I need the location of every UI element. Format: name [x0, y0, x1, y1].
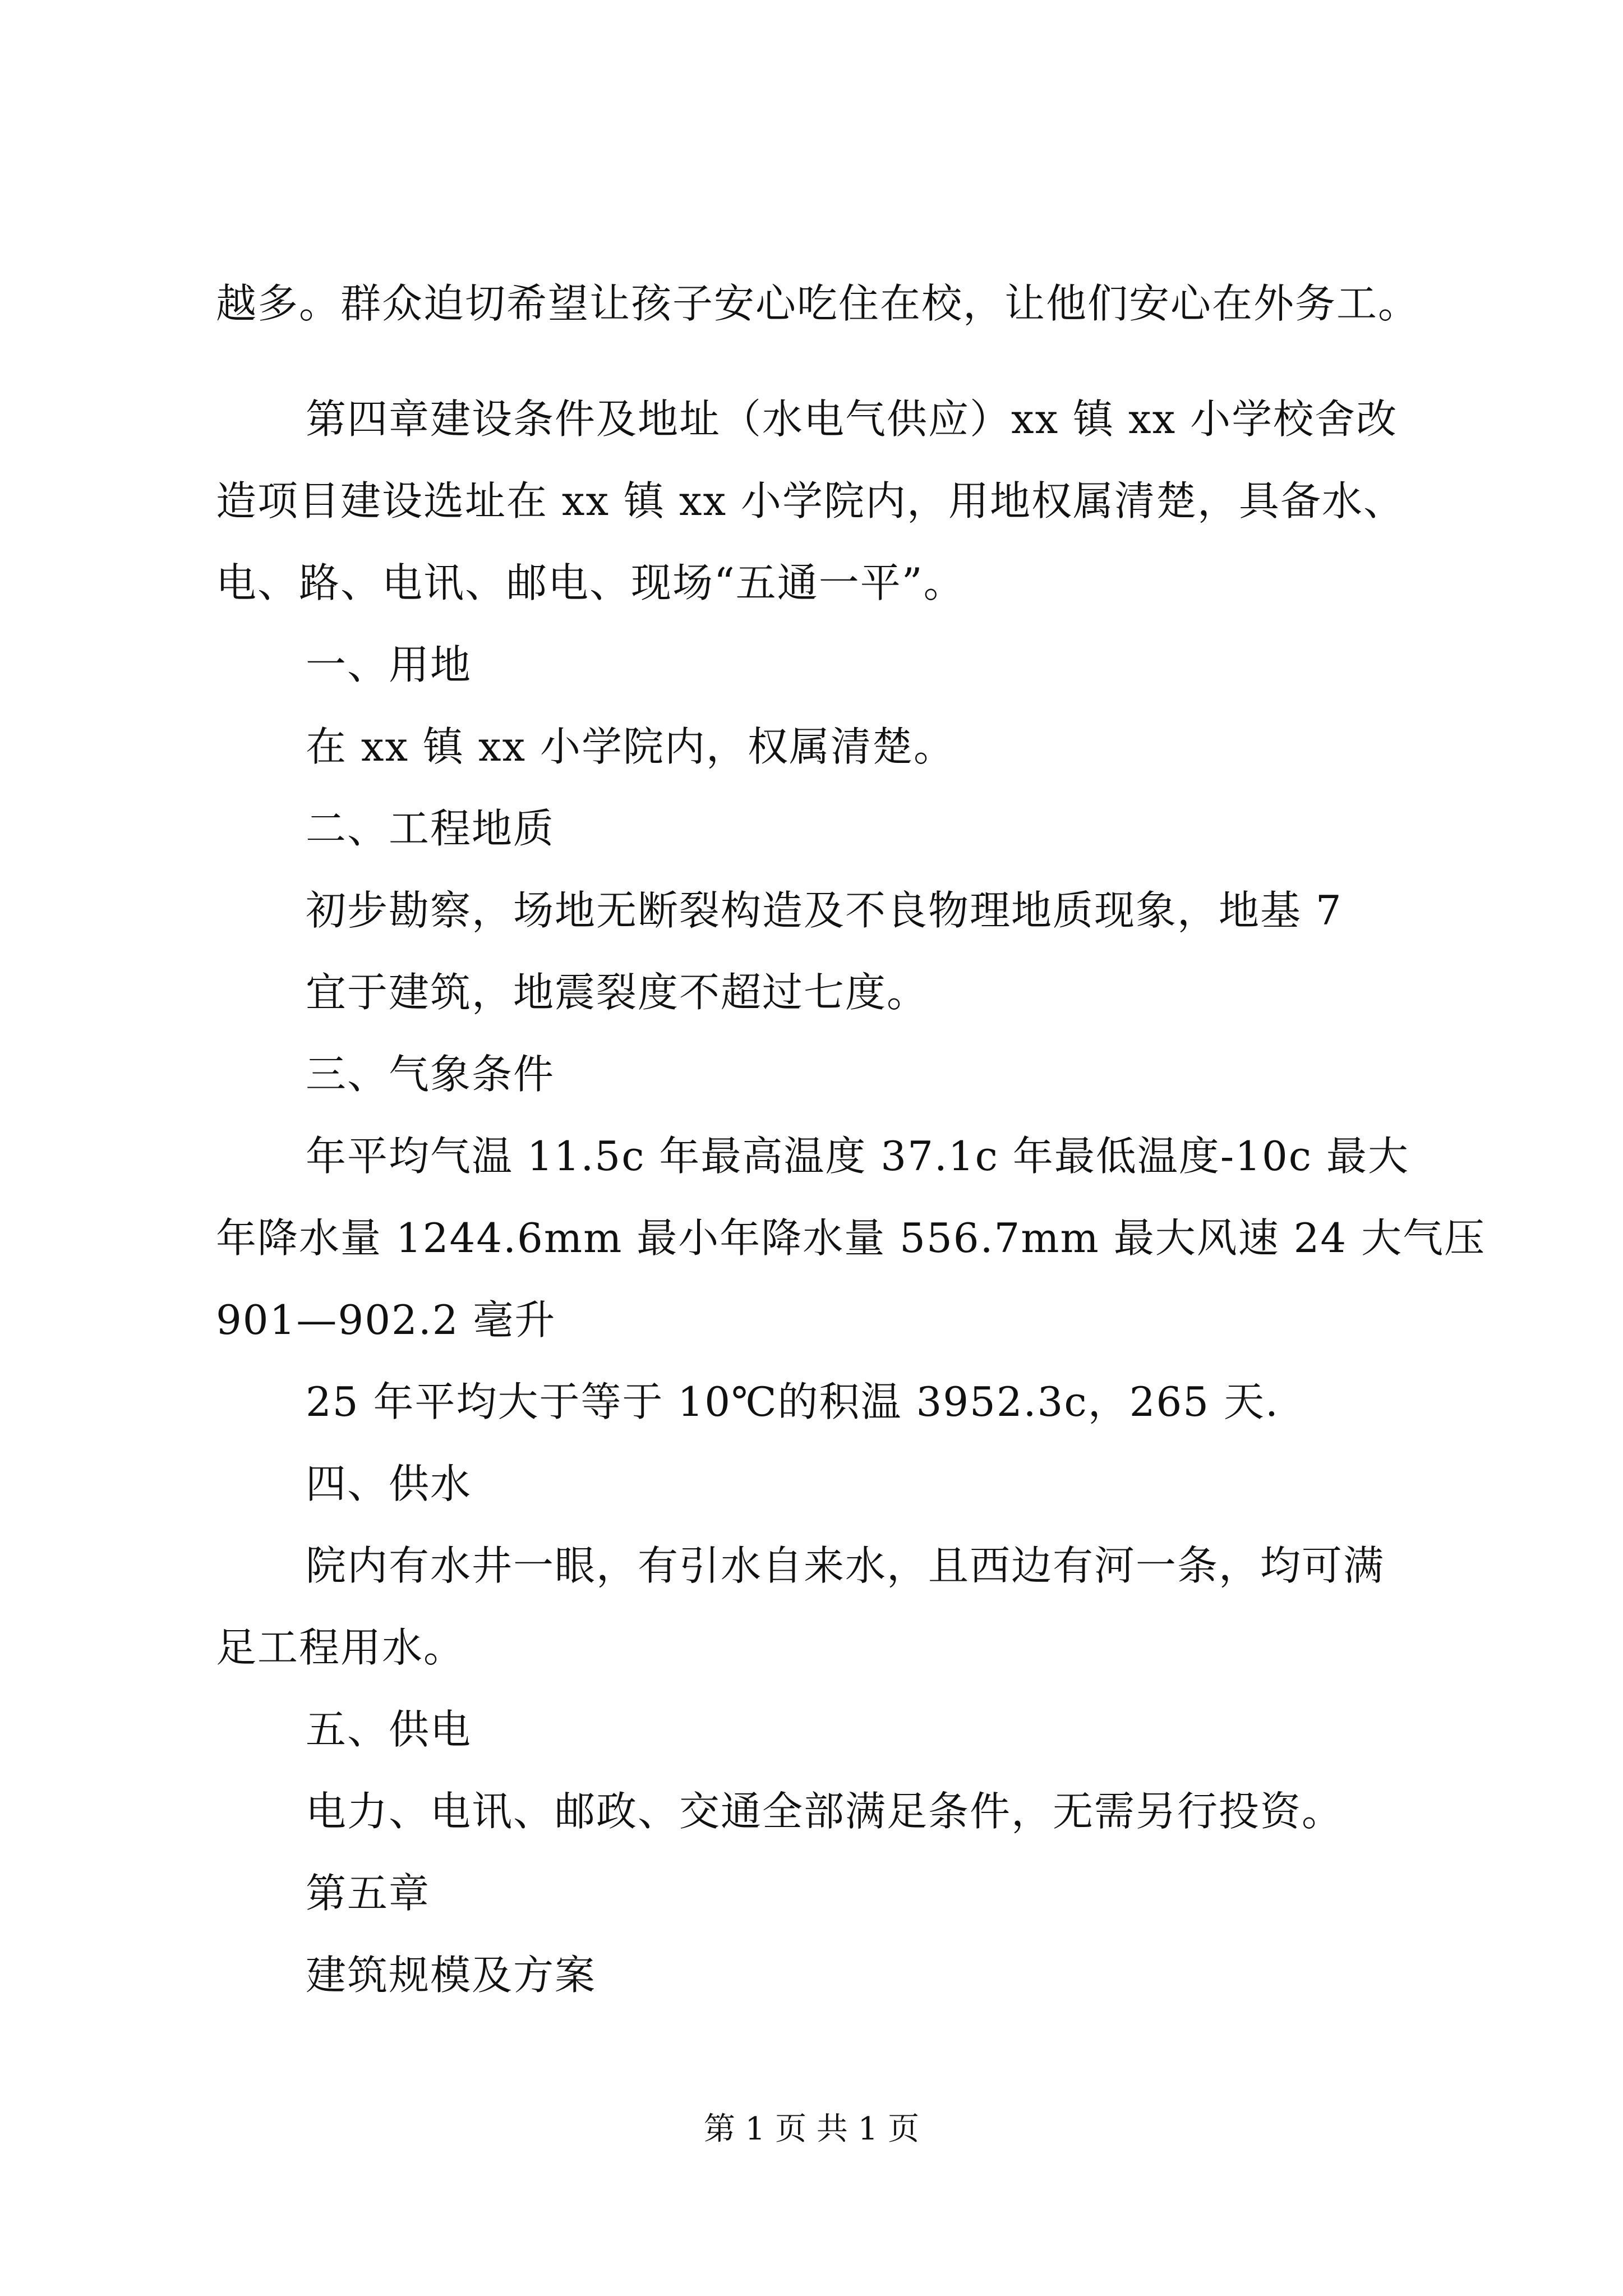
section-heading-climate: 三、气象条件	[306, 1051, 555, 1098]
body-text-line: 院内有水井一眼，有引水自来水，且西边有河一条，均可满	[306, 1542, 1385, 1589]
body-text-line: 造项目建设选址在 xx 镇 xx 小学院内，用地权属清楚，具备水、	[216, 477, 1405, 524]
section-heading-power: 五、供电	[306, 1706, 472, 1753]
page-footer: 第 1 页 共 1 页	[703, 2111, 920, 2147]
body-text-line: 电力、电讯、邮政、交通全部满足条件，无需另行投资。	[306, 1788, 1344, 1835]
body-text-line: 足工程用水。	[216, 1624, 465, 1671]
body-text-line: 越多。群众迫切希望让孩子安心吃住在校，让他们安心在外务工。	[216, 280, 1420, 327]
body-text-line: 年降水量 1244.6mm 最小年降水量 556.7mm 最大风速 24 大气压	[216, 1214, 1486, 1262]
chapter-5-subtitle: 建筑规模及方案	[306, 1952, 597, 1999]
section-heading-water: 四、供水	[306, 1460, 472, 1507]
body-text-line: 25 年平均大于等于 10℃的积温 3952.3c，265 天.	[306, 1378, 1279, 1425]
body-text-line: 年平均气温 11.5c 年最高温度 37.1c 年最低温度-10c 最大	[306, 1133, 1409, 1180]
body-text-line: 在 xx 镇 xx 小学院内，权属清楚。	[306, 723, 955, 770]
body-text-line: 901—902.2 毫升	[216, 1296, 556, 1343]
chapter-5-heading: 第五章	[306, 1870, 431, 1917]
body-text-line: 电、路、电讯、邮电、现场“五通一平”。	[216, 559, 965, 606]
section-heading-land: 一、用地	[306, 641, 472, 688]
body-text-line: 宜于建筑，地震裂度不超过七度。	[306, 969, 929, 1016]
section-heading-geology: 二、工程地质	[306, 805, 555, 852]
body-text-line: 初步勘察，场地无断裂构造及不良物理地质现象，地基 7	[306, 887, 1343, 934]
chapter-4-heading: 第四章建设条件及地址（水电气供应）xx 镇 xx 小学校舍改	[306, 395, 1398, 443]
